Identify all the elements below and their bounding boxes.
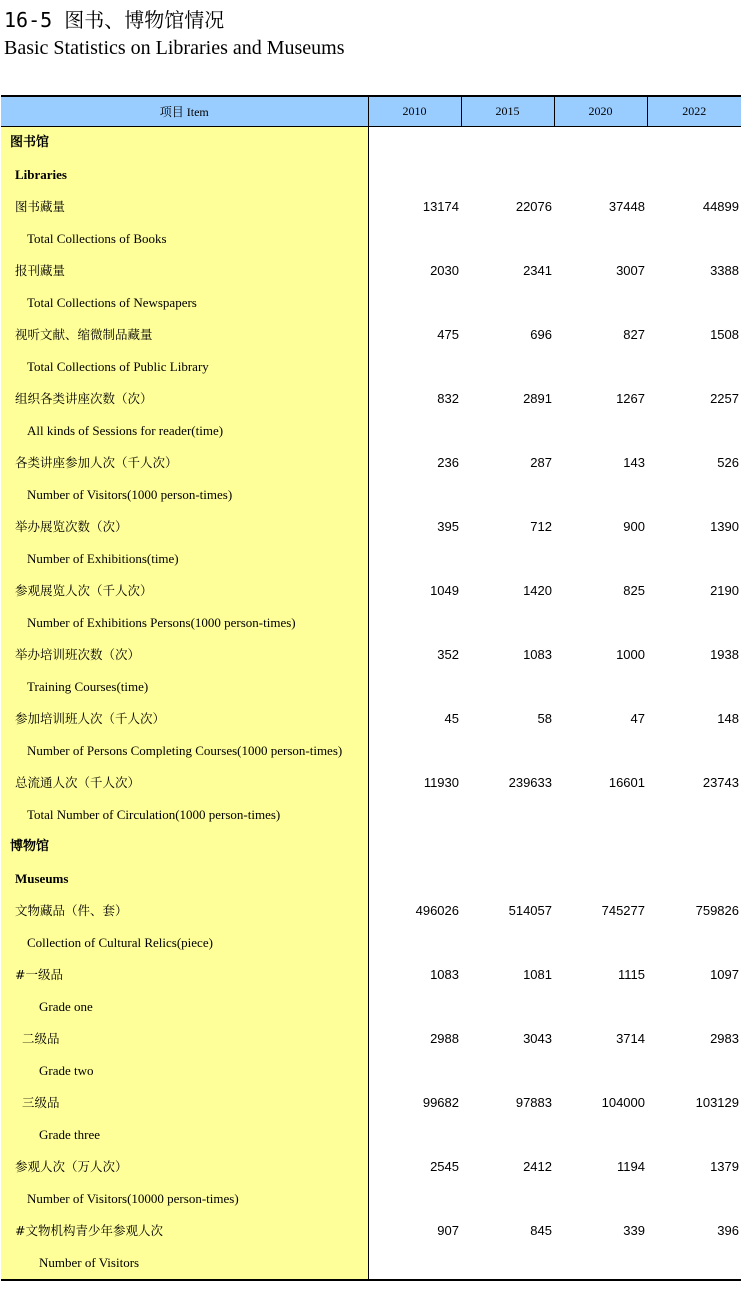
cell-value-2010: 11930: [423, 775, 459, 790]
cell-value-2022: [647, 1055, 741, 1087]
cell-value-2015: 2891: [523, 391, 552, 406]
cell-value-2010: 352: [437, 647, 459, 662]
page-title-chinese: 16-5 图书、博物馆情况: [4, 8, 225, 32]
table-row: [1, 543, 741, 575]
row-label: Grade one: [1, 991, 368, 1023]
cell-value-2010: 395: [437, 519, 459, 534]
cell-value-2022: 44899: [702, 199, 739, 214]
cell-value-2020: 1194: [617, 1159, 645, 1174]
table-row: [1, 287, 741, 319]
cell-value-2015: [461, 671, 554, 703]
row-label: 文物藏品（件、套）: [1, 895, 368, 927]
cell-value-2022: [647, 159, 741, 191]
cell-value-2022: [647, 287, 741, 319]
cell-value-2010: [368, 415, 461, 447]
cell-value-2020: [554, 735, 647, 767]
cell-value-2015: 239633: [508, 775, 552, 790]
cell-value-2020: 3714: [616, 1031, 645, 1046]
row-label: 三级品: [1, 1087, 368, 1119]
cell-value-2022: [647, 223, 741, 255]
cell-value-2020: [554, 799, 647, 831]
row-label: Grade three: [1, 1119, 368, 1151]
row-label: 参加培训班人次（千人次）: [1, 703, 368, 735]
row-label: 总流通人次（千人次）: [1, 767, 368, 799]
cell-value-2010: 496026: [415, 903, 459, 918]
cell-value-2022: 1938: [710, 647, 739, 662]
row-label: All kinds of Sessions for reader(time): [1, 415, 368, 447]
cell-value-2010: [368, 287, 461, 319]
row-label: Total Collections of Newspapers: [1, 287, 368, 319]
cell-value-2010: 99682: [422, 1095, 459, 1110]
cell-value-2010: 13174: [422, 199, 459, 214]
cell-value-2022: [647, 863, 741, 895]
cell-value-2022: 23743: [702, 775, 739, 790]
cell-value-2010: [368, 543, 461, 575]
cell-value-2022: 2190: [710, 583, 739, 598]
table-row: [1, 415, 741, 447]
cell-value-2015: [461, 127, 554, 160]
cell-value-2010: [368, 671, 461, 703]
row-label: Number of Visitors(1000 person-times): [1, 479, 368, 511]
cell-value-2020: [554, 543, 647, 575]
table-row: [1, 351, 741, 383]
cell-value-2015: [461, 1055, 554, 1087]
cell-value-2020: 104000: [601, 1095, 645, 1110]
cell-value-2022: [647, 671, 741, 703]
cell-value-2022: 1097: [710, 967, 739, 982]
table-row: [1, 639, 741, 671]
cell-value-2015: [461, 799, 554, 831]
cell-value-2022: [647, 1183, 741, 1215]
cell-value-2022: 1390: [710, 519, 739, 534]
cell-value-2020: [554, 415, 647, 447]
row-label: Museums: [1, 863, 368, 895]
page-title-english: Basic Statistics on Libraries and Museums: [4, 37, 345, 59]
cell-value-2015: [461, 735, 554, 767]
cell-value-2022: [647, 1119, 741, 1151]
table-row: [1, 511, 741, 543]
cell-value-2010: 832: [437, 391, 459, 406]
cell-value-2015: 1083: [523, 647, 552, 662]
row-label: Number of Exhibitions(time): [1, 543, 368, 575]
table-row: [1, 735, 741, 767]
row-label: 报刊藏量: [1, 255, 368, 287]
table-row: [1, 1151, 741, 1183]
cell-value-2010: 2545: [430, 1159, 459, 1174]
cell-value-2022: 103129: [695, 1095, 739, 1110]
cell-value-2015: [461, 479, 554, 511]
table-row: [1, 607, 741, 639]
cell-value-2010: 2030: [430, 263, 459, 278]
row-label: 参观人次（万人次）: [1, 1151, 368, 1183]
cell-value-2020: [554, 351, 647, 383]
cell-value-2020: [554, 1055, 647, 1087]
table-row: [1, 575, 741, 607]
table-row: [1, 671, 741, 703]
cell-value-2022: 1508: [710, 327, 739, 342]
cell-value-2015: 712: [530, 519, 552, 534]
cell-value-2010: 907: [437, 1223, 459, 1238]
table-row: [1, 127, 741, 160]
cell-value-2022: [647, 351, 741, 383]
cell-value-2010: 2988: [430, 1031, 459, 1046]
table-row: [1, 959, 741, 991]
cell-value-2015: 2341: [523, 263, 552, 278]
cell-value-2020: 143: [623, 455, 645, 470]
cell-value-2020: [554, 607, 647, 639]
cell-value-2022: 526: [717, 455, 739, 470]
cell-value-2015: 3043: [523, 1031, 552, 1046]
cell-value-2020: 1115: [618, 967, 645, 982]
row-label: 参观展览人次（千人次）: [1, 575, 368, 607]
cell-value-2015: [461, 607, 554, 639]
cell-value-2020: 339: [623, 1223, 645, 1238]
cell-value-2010: 475: [437, 327, 459, 342]
cell-value-2022: 759826: [695, 903, 739, 918]
cell-value-2015: 696: [530, 327, 552, 342]
table-row: [1, 895, 741, 927]
row-label: 二级品: [1, 1023, 368, 1055]
cell-value-2022: [647, 991, 741, 1023]
cell-value-2015: 97883: [515, 1095, 552, 1110]
row-label: #文物机构青少年参观人次: [1, 1215, 368, 1247]
table-row: [1, 703, 741, 735]
row-label: 博物馆: [1, 831, 368, 863]
cell-value-2010: [368, 1183, 461, 1215]
table-row: [1, 1183, 741, 1215]
cell-value-2015: [461, 1247, 554, 1280]
cell-value-2020: 825: [623, 583, 645, 598]
cell-value-2010: [368, 863, 461, 895]
cell-value-2020: [554, 1183, 647, 1215]
header-item: 项目 Item: [1, 96, 368, 127]
table-row: [1, 1119, 741, 1151]
cell-value-2020: 47: [630, 711, 645, 726]
cell-value-2020: [554, 127, 647, 160]
cell-value-2022: [647, 127, 741, 160]
cell-value-2020: [554, 223, 647, 255]
cell-value-2015: [461, 223, 554, 255]
row-label: Collection of Cultural Relics(piece): [1, 927, 368, 959]
table-row: [1, 255, 741, 287]
table-row: [1, 1055, 741, 1087]
cell-value-2022: [647, 831, 741, 863]
cell-value-2010: [368, 991, 461, 1023]
row-label: Number of Visitors(10000 person-times): [1, 1183, 368, 1215]
cell-value-2015: 287: [530, 455, 552, 470]
table-row: [1, 1087, 741, 1119]
cell-value-2015: [461, 543, 554, 575]
cell-value-2015: 22076: [515, 199, 552, 214]
cell-value-2022: [647, 1247, 741, 1280]
cell-value-2020: [554, 1247, 647, 1280]
table-row: [1, 223, 741, 255]
cell-value-2015: 1081: [523, 967, 552, 982]
cell-value-2015: [461, 287, 554, 319]
cell-value-2020: 900: [623, 519, 645, 534]
table-row: [1, 991, 741, 1023]
cell-value-2015: [461, 831, 554, 863]
header-year-2022: 2022: [647, 96, 741, 127]
cell-value-2015: [461, 991, 554, 1023]
cell-value-2010: 1049: [430, 583, 459, 598]
table-row: [1, 447, 741, 479]
table-row: [1, 1023, 741, 1055]
row-label: 图书馆: [1, 127, 368, 160]
cell-value-2020: [554, 831, 647, 863]
cell-value-2022: [647, 607, 741, 639]
row-label: Libraries: [1, 159, 368, 191]
cell-value-2010: [368, 1247, 461, 1280]
table-row: [1, 1215, 741, 1247]
row-label: Number of Persons Completing Courses(1000 person-times): [1, 735, 368, 767]
cell-value-2020: 827: [623, 327, 645, 342]
cell-value-2015: 58: [537, 711, 552, 726]
cell-value-2022: 2257: [710, 391, 739, 406]
cell-value-2015: 845: [530, 1223, 552, 1238]
table-row: [1, 159, 741, 191]
cell-value-2010: 1083: [430, 967, 459, 982]
row-label: Total Number of Circulation(1000 person-times): [1, 799, 368, 831]
cell-value-2010: [368, 479, 461, 511]
row-label: 举办展览次数（次）: [1, 511, 368, 543]
cell-value-2010: [368, 1055, 461, 1087]
cell-value-2015: 2412: [523, 1159, 552, 1174]
cell-value-2022: 396: [717, 1223, 739, 1238]
row-label: 举办培训班次数（次）: [1, 639, 368, 671]
cell-value-2020: [554, 863, 647, 895]
cell-value-2015: 1420: [523, 583, 552, 598]
cell-value-2010: [368, 351, 461, 383]
row-label: 视听文献、缩微制品藏量: [1, 319, 368, 351]
table-row: [1, 319, 741, 351]
row-label: Grade two: [1, 1055, 368, 1087]
cell-value-2020: 1000: [616, 647, 645, 662]
cell-value-2015: [461, 863, 554, 895]
cell-value-2022: 1379: [710, 1159, 739, 1174]
cell-value-2015: [461, 415, 554, 447]
table-row: [1, 383, 741, 415]
table-row: [1, 799, 741, 831]
row-label: Number of Visitors: [1, 1247, 368, 1280]
table-row: [1, 863, 741, 895]
cell-value-2010: [368, 223, 461, 255]
row-label: 各类讲座参加人次（千人次）: [1, 447, 368, 479]
cell-value-2020: [554, 927, 647, 959]
table-row: [1, 927, 741, 959]
cell-value-2020: [554, 671, 647, 703]
row-label: Total Collections of Public Library: [1, 351, 368, 383]
header-year-2020: 2020: [554, 96, 647, 127]
row-label: 组织各类讲座次数（次）: [1, 383, 368, 415]
cell-value-2010: [368, 159, 461, 191]
cell-value-2010: [368, 607, 461, 639]
cell-value-2022: 148: [717, 711, 739, 726]
row-label: 图书藏量: [1, 191, 368, 223]
cell-value-2022: [647, 543, 741, 575]
row-label: Total Collections of Books: [1, 223, 368, 255]
cell-value-2015: [461, 927, 554, 959]
cell-value-2010: [368, 831, 461, 863]
table-row: [1, 191, 741, 223]
cell-value-2015: [461, 351, 554, 383]
header-year-2015: 2015: [461, 96, 554, 127]
table-header-row: [1, 96, 741, 127]
cell-value-2022: [647, 415, 741, 447]
cell-value-2015: 514057: [508, 903, 552, 918]
cell-value-2010: [368, 1119, 461, 1151]
cell-value-2020: 16601: [608, 775, 645, 790]
cell-value-2022: 2983: [710, 1031, 739, 1046]
cell-value-2020: 37448: [608, 199, 645, 214]
cell-value-2022: [647, 479, 741, 511]
cell-value-2010: 45: [444, 711, 459, 726]
cell-value-2022: [647, 735, 741, 767]
cell-value-2015: [461, 1119, 554, 1151]
cell-value-2010: 236: [437, 455, 459, 470]
cell-value-2010: [368, 735, 461, 767]
cell-value-2020: [554, 1119, 647, 1151]
cell-value-2020: 1267: [616, 391, 645, 406]
row-label: Number of Exhibitions Persons(1000 person-times): [1, 607, 368, 639]
cell-value-2020: [554, 287, 647, 319]
header-year-2010: 2010: [368, 96, 461, 127]
statistics-table: [1, 95, 741, 1281]
table-row: [1, 479, 741, 511]
cell-value-2020: 3007: [616, 263, 645, 278]
cell-value-2020: 745277: [601, 903, 645, 918]
cell-value-2020: [554, 991, 647, 1023]
table-row: [1, 831, 741, 863]
table-row: [1, 767, 741, 799]
row-label: Training Courses(time): [1, 671, 368, 703]
cell-value-2020: [554, 479, 647, 511]
cell-value-2022: 3388: [710, 263, 739, 278]
cell-value-2022: [647, 927, 741, 959]
cell-value-2010: [368, 927, 461, 959]
cell-value-2022: [647, 799, 741, 831]
cell-value-2010: [368, 799, 461, 831]
row-label: #一级品: [1, 959, 368, 991]
cell-value-2015: [461, 159, 554, 191]
cell-value-2015: [461, 1183, 554, 1215]
table-row: [1, 1247, 741, 1280]
cell-value-2020: [554, 159, 647, 191]
cell-value-2010: [368, 127, 461, 160]
